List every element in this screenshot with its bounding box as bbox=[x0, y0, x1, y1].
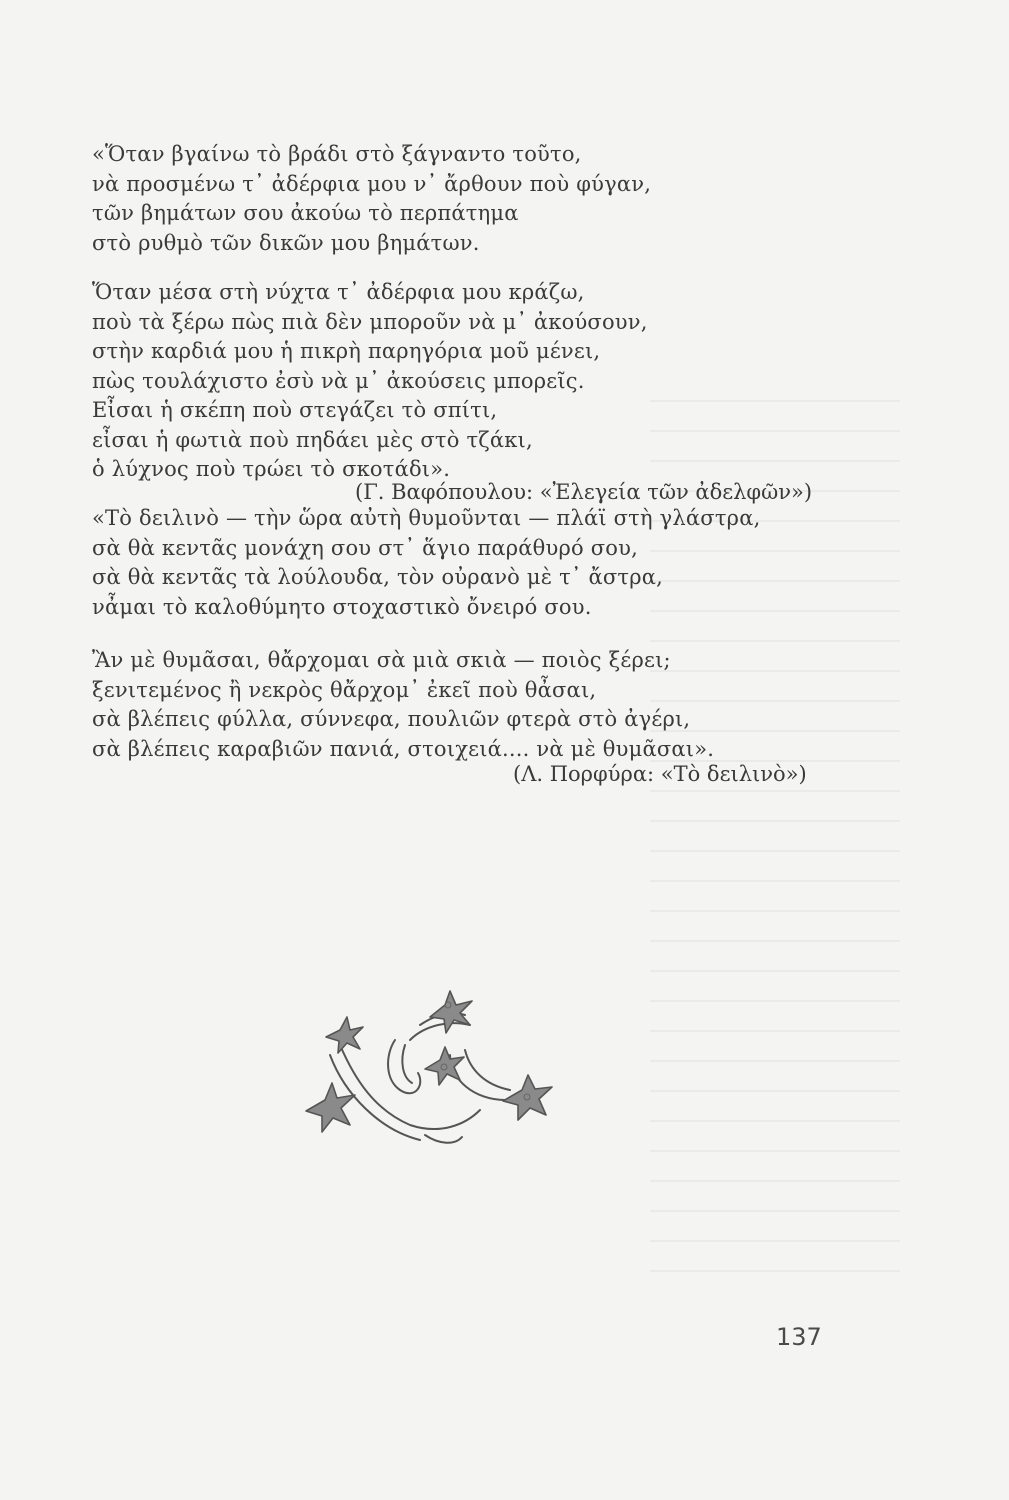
stars-and-swirls-ornament-icon bbox=[300, 985, 570, 1165]
poem-line: σὰ βλέπεις καραβιῶν πανιά, στοιχειά.... νὰ μὲ θυμᾶσαι». bbox=[92, 736, 715, 761]
poem-line: στὴν καρδιά μου ἡ πικρὴ παρηγόρια μοῦ μένει, bbox=[92, 339, 601, 363]
poem-line: «Ὅταν βγαίνω τὸ βράδι στὸ ξάγναντο τοῦτο, bbox=[92, 142, 582, 166]
poem-line: σὰ θὰ κεντᾶς τὰ λούλουδα, τὸν οὐρανὸ μὲ τ᾿ ἄστρα, bbox=[92, 565, 664, 589]
poem-stanza-3 bbox=[92, 504, 832, 622]
poem-line: Ὅταν μέσα στὴ νύχτα τ᾿ ἀδέρφια μου κράζω, bbox=[92, 280, 585, 304]
poem-line: σὰ θὰ κεντᾶς μονάχη σου στ᾿ ἅγιο παράθυρό σου, bbox=[92, 535, 638, 560]
poem-line: νἆμαι τὸ καλοθύμητο στοχαστικὸ ὄνειρό σου. bbox=[92, 594, 592, 619]
poem-line: σὰ βλέπεις φύλλα, σύννεφα, πουλιῶν φτερὰ στὸ ἀγέρι, bbox=[92, 707, 691, 731]
attribution-porfyras: (Λ. Πορφύρα: «Τὸ δειλινὸ») bbox=[513, 762, 807, 786]
poem-line: Ἂν μὲ θυμᾶσαι, θἄρχομαι σὰ μιὰ σκιὰ — ποιὸς ξέρει; bbox=[92, 648, 671, 672]
poem-line: εἶσαι ἡ φωτιὰ ποὺ πηδάει μὲς στὸ τζάκι, bbox=[92, 427, 533, 452]
poem-line: ξενιτεμένος ἢ νεκρὸς θἄρχομ᾿ ἐκεῖ ποὺ θἆσαι, bbox=[92, 677, 597, 702]
poem-line: στὸ ρυθμὸ τῶν δικῶν μου βημάτων. bbox=[92, 230, 480, 255]
page-number: 137 bbox=[776, 1323, 822, 1351]
poem-line: πὼς τουλάχιστο ἐσὺ νὰ μ᾿ ἀκούσεις μπορεῖς. bbox=[92, 368, 585, 393]
poem-stanza-1 bbox=[92, 140, 832, 258]
poem-stanza-2 bbox=[92, 278, 832, 485]
poem-line: ποὺ τὰ ξέρω πὼς πιὰ δὲν μποροῦν νὰ μ᾿ ἀκούσουν, bbox=[92, 309, 648, 334]
poem-line: νὰ προσμένω τ᾿ ἀδέρφια μου ν᾿ ἄρθουν ποὺ φύγαν, bbox=[92, 171, 652, 196]
poem-line: ὁ λύχνος ποὺ τρώει τὸ σκοτάδι». bbox=[92, 457, 451, 481]
poem-line: «Τὸ δειλινὸ — τὴν ὥρα αὐτὴ θυμοῦνται — πλάϊ στὴ γλάστρα, bbox=[92, 506, 761, 530]
poem-stanza-4 bbox=[92, 646, 832, 764]
poem-line: τῶν βημάτων σου ἀκούω τὸ περπάτημα bbox=[92, 201, 519, 225]
poem-line: Εἶσαι ἡ σκέπη ποὺ στεγάζει τὸ σπίτι, bbox=[92, 398, 498, 422]
attribution-vafopoulos: (Γ. Βαφόπουλου: «Ἐλεγεία τῶν ἀδελφῶν») bbox=[355, 480, 813, 504]
